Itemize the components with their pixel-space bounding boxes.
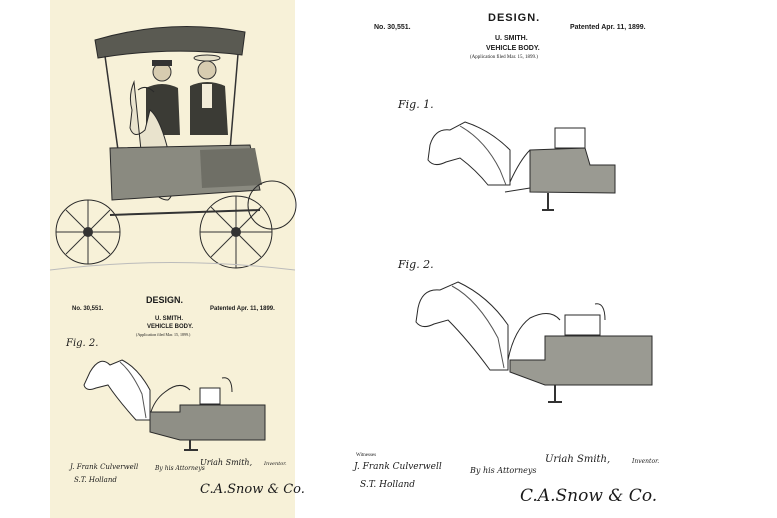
inventor-signature: Uriah Smith, xyxy=(545,454,611,465)
patent-title: VEHICLE BODY. xyxy=(486,45,540,52)
by-attorneys-label: By his Attorneys xyxy=(470,466,537,475)
inventor-signature: Uriah Smith, xyxy=(200,458,253,467)
patent-number: No. 30,551. xyxy=(72,306,104,312)
design-heading: DESIGN. xyxy=(146,295,184,305)
right-patent-panel xyxy=(330,0,777,518)
patent-drawings xyxy=(330,0,777,518)
patent-date: Patented Apr. 11, 1899. xyxy=(570,24,646,31)
figure-label: Fig. 2. xyxy=(66,338,99,349)
fig1-label: Fig. 1. xyxy=(398,98,434,111)
application-note: (Application filed Mar. 15, 1899.) xyxy=(136,332,191,337)
witness-signature-2: S.T. Holland xyxy=(74,476,117,484)
witnesses-label: Witnesses xyxy=(356,453,377,458)
patent-title: VEHICLE BODY. xyxy=(147,324,194,330)
attorney-signature: C.A.Snow & Co. xyxy=(520,486,658,506)
attorney-signature: C.A.Snow & Co. xyxy=(200,482,305,497)
fig2-label: Fig. 2. xyxy=(398,258,434,271)
fig2-drawing xyxy=(416,282,652,402)
left-patent-panel xyxy=(50,0,305,518)
patent-number: No. 30,551. xyxy=(374,24,411,31)
witness-signature-2: S.T. Holland xyxy=(360,480,416,490)
inventor-role: Inventor. xyxy=(632,458,660,465)
witness-signature-1: J. Frank Culverwell xyxy=(70,463,139,471)
design-heading: DESIGN. xyxy=(488,12,541,24)
inventor-role: Inventor. xyxy=(264,461,287,467)
fig2-drawing-left xyxy=(50,0,295,518)
inventor-name: U. SMITH. xyxy=(495,35,528,42)
inventor-name: U. SMITH. xyxy=(155,316,183,322)
witness-signature-1: J. Frank Culverwell xyxy=(354,462,442,472)
fig1-drawing xyxy=(428,122,615,210)
by-attorneys-label: By his Attorneys xyxy=(155,465,205,472)
application-note: (Application filed Mar. 15, 1899.) xyxy=(470,55,538,60)
patent-date: Patented Apr. 11, 1899. xyxy=(210,306,275,312)
